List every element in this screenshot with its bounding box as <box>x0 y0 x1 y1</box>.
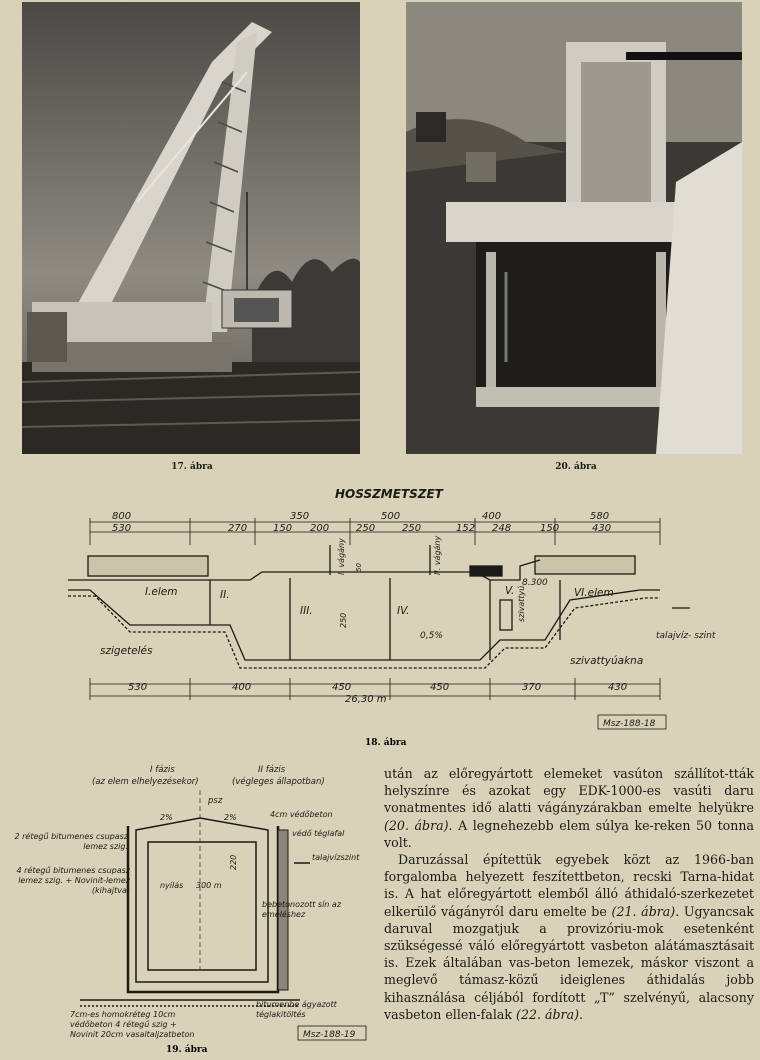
dim-bottom-2: 400 <box>232 682 252 693</box>
label-elem4: IV. <box>397 605 410 617</box>
phase1-label: I fázis <box>150 765 175 775</box>
label-elem3: III. <box>300 605 313 617</box>
label-szivattyu-num: 8.300 <box>522 578 548 588</box>
label-elem2: II. <box>220 589 230 601</box>
dim-top-5: 580 <box>590 511 610 522</box>
dim-top-1: 800 <box>112 511 132 522</box>
label-bitumen2: 2 rétegű bitumenes csupasz lemez szig. <box>14 832 128 851</box>
label-akna: szivattyúakna <box>570 655 644 667</box>
label-50: 50 <box>355 563 363 572</box>
dim-bottom-5: 370 <box>522 682 542 693</box>
dim-row2-1: 530 <box>112 523 132 534</box>
label-talajviz: talajvízszint <box>312 853 360 862</box>
label-homok: 7cm-es homokréteg 10cm védőbeton 4 rétegű szig + Novinit 20cm vasaltaljzatbeton <box>70 1010 195 1039</box>
label-elem5: V. <box>505 585 515 597</box>
dim-top-3: 500 <box>381 511 401 522</box>
label-szigeteles: szigetelés <box>100 645 153 657</box>
label-nyilas: nyílás <box>160 881 184 890</box>
paragraph-2: Daruzással építettük egyebek közt az 1966-ban forgalomba helyezett feszítettbeton, recski Tarna-hidat is. A hat előregyártott elemből álló áthidaló-szerkezetet elkerülő vágányról daru emelte be (21. ábra). Ugyancsak daruval mozgatjuk a provizóriu-mok esetenként szükségessé váló előregyártott vasbeton alátámasztásait is. Ezek általában vas-beton lemezek, máskor viszont a meglevő támasz-közű ideiglenes áthidalás jobb kihasználása céljából fordított „T” szelvényű, alacsony vasbeton ellen-falak (22. ábra). <box>384 852 754 1022</box>
figure18-caption: 18. ábra <box>365 738 407 748</box>
psz-label: psz <box>208 796 223 806</box>
dim-row2-8: 248 <box>492 523 512 534</box>
dim-row2-5: 250 <box>356 523 376 534</box>
dim-row2-2: 270 <box>228 523 248 534</box>
dim-bottom-6: 430 <box>608 682 628 693</box>
figure-cross-section <box>0 760 380 1060</box>
label-elem1: I.elem <box>145 586 178 598</box>
body-text <box>384 765 754 1023</box>
dim-row2-4: 200 <box>310 523 330 534</box>
label-vedotegla: védő téglafal <box>292 829 345 838</box>
label-height: 220 <box>229 854 238 870</box>
dim-row2-9: 150 <box>540 523 560 534</box>
dim-top-2: 350 <box>290 511 310 522</box>
label-bitumenbe: bitumenbe ágyazott téglakitöltés <box>256 1000 337 1019</box>
phase2-sub: (végleges állapotban) <box>232 777 325 787</box>
label-pct-left: 2% <box>160 813 173 822</box>
dim-top-4: 400 <box>482 511 502 522</box>
label-slope: 0,5% <box>420 631 443 641</box>
paragraph-1: után az előregyártott elemeket vasúton szállítot-tták helyszínre és azokat egy EDK-1000-es vasúti daru vonatmentes idő alatti vágányzárakban emelte helyükre (20. ábra). A legnehezebb elem súlya ke-reken 50 tonna volt. <box>384 766 754 850</box>
dim-total: 26,30 m <box>345 694 387 705</box>
label-betonozott: bebetonozott sín az emeléshez <box>262 900 342 919</box>
dim-row2-7: 152 <box>456 523 476 534</box>
dim-bottom-4: 450 <box>430 682 450 693</box>
figure19-stamp: Msz-188-19 <box>303 1030 356 1040</box>
label-vedobeton: 4cm védőbeton <box>270 810 333 819</box>
figure19-caption: 19. ábra <box>166 1045 208 1055</box>
phase1-sub: (az elem elhelyezésekor) <box>92 777 199 787</box>
figure18-title: HOSSZMETSZET <box>335 487 443 501</box>
label-bitumen4: 4 rétegű bitumenes csupasz lemez szig. + Novinit-lemez (kihajtva) <box>16 866 130 895</box>
dim-row2-6: 250 <box>402 523 422 534</box>
label-nyilas-val: 300 m <box>196 881 222 890</box>
figure18-stamp: Msz-188-18 <box>603 719 656 729</box>
phase2-label: II fázis <box>258 765 286 775</box>
dim-bottom-1: 530 <box>128 682 148 693</box>
label-elem6: VI.elem <box>574 587 614 599</box>
photo-construction-caption: 20. ábra <box>555 462 597 472</box>
label-250: 250 <box>339 612 348 628</box>
dim-row2-10: 430 <box>592 523 612 534</box>
dim-row2-3: 150 <box>273 523 293 534</box>
label-vagany2: II. vágány <box>433 535 442 575</box>
label-szivattyu: szivattyú <box>517 585 526 622</box>
label-pct-right: 2% <box>224 813 237 822</box>
photo-crane-caption: 17. ábra <box>171 462 213 472</box>
label-talajviz: talajvíz- szint <box>656 631 716 641</box>
dim-bottom-3: 450 <box>332 682 352 693</box>
label-vagany1: I. vágány <box>337 538 346 575</box>
